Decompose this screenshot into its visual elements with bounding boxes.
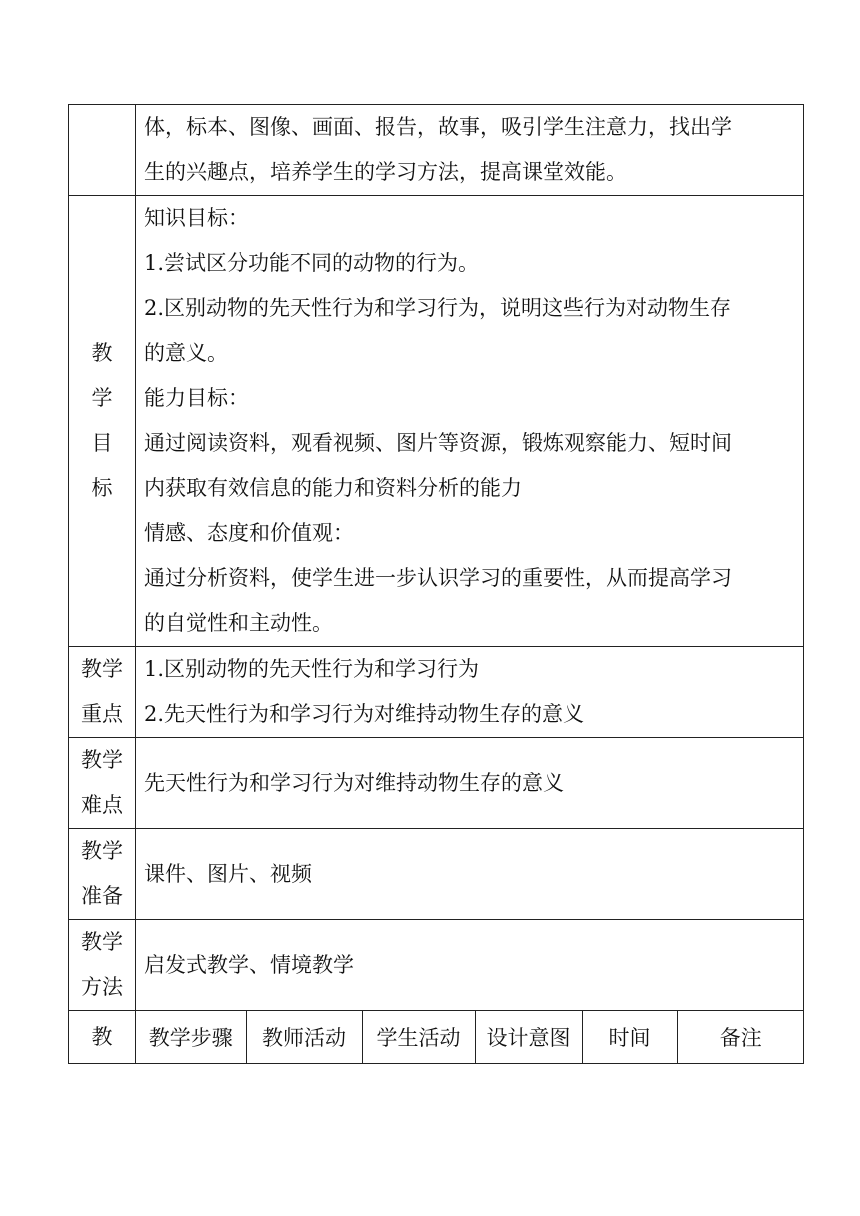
preparation-cell — [136, 829, 804, 920]
header-notes: 备注 — [677, 1011, 804, 1063]
header-teacher-activity: 教师活动 — [246, 1011, 362, 1063]
text-line: 能力目标： — [144, 386, 249, 410]
text-line: 课件、图片、视频 — [144, 861, 312, 886]
label-line: 教学 — [81, 839, 123, 863]
key-points-cell — [136, 647, 804, 738]
text-line: 的意义。 — [144, 341, 228, 365]
process-header-table — [136, 1011, 804, 1063]
label-char: 学 — [91, 386, 113, 410]
label-line: 重点 — [81, 702, 123, 726]
text-line: 1.尝试区分功能不同的动物的行为。 — [144, 251, 480, 275]
label-char: 标 — [91, 476, 113, 500]
label-line: 方法 — [81, 975, 123, 999]
text-line: 2.先天性行为和学习行为对维持动物生存的意义 — [144, 702, 585, 726]
table-row — [69, 920, 804, 1011]
text-line: 1.区别动物的先天性行为和学习行为 — [144, 657, 480, 681]
table-row — [69, 738, 804, 829]
label-char: 教 — [91, 341, 113, 365]
row-label-preparation — [69, 829, 136, 920]
methods-cell — [136, 920, 804, 1011]
row-label-difficulties — [69, 738, 136, 829]
header-time: 时间 — [582, 1011, 677, 1063]
header-design-intent: 设计意图 — [475, 1011, 582, 1063]
text-line: 知识目标： — [144, 206, 249, 230]
method-continuation-cell — [136, 105, 804, 196]
row-label-empty — [69, 105, 136, 196]
teaching-goals-cell — [136, 196, 804, 647]
row-label-methods — [69, 920, 136, 1011]
row-label-key-points — [69, 647, 136, 738]
text-line: 的自觉性和主动性。 — [144, 611, 333, 635]
label-line: 教学 — [81, 748, 123, 772]
label-line: 准备 — [81, 884, 123, 908]
header-teaching-steps: 教学步骤 — [148, 1026, 233, 1050]
table-row — [136, 1011, 804, 1063]
table-row — [69, 1011, 804, 1064]
text-line: 启发式教学、情境教学 — [144, 952, 354, 977]
row-label-process: 教 — [69, 1011, 136, 1064]
label-line: 教学 — [81, 657, 123, 681]
process-header-cell — [136, 1011, 804, 1064]
text-line: 内获取有效信息的能力和资料分析的能力 — [144, 476, 522, 500]
header-student-activity: 学生活动 — [362, 1011, 475, 1063]
table-row — [69, 105, 804, 196]
label-char: 目 — [91, 431, 113, 455]
text-line: 通过分析资料，使学生进一步认识学习的重要性，从而提高学习 — [144, 566, 732, 590]
text-line: 体，标本、图像、画面、报告，故事，吸引学生注意力，找出学 — [144, 115, 732, 139]
table-row — [69, 829, 804, 920]
difficulties-cell — [136, 738, 804, 829]
row-label-teaching-goals — [69, 196, 136, 647]
lesson-plan-table — [68, 104, 804, 1064]
text-line: 2.区别动物的先天性行为和学习行为，说明这些行为对动物生存 — [144, 296, 732, 320]
text-line: 生的兴趣点，培养学生的学习方法，提高课堂效能。 — [144, 160, 627, 184]
label-line: 教学 — [81, 930, 123, 954]
table-row — [69, 647, 804, 738]
text-line: 情感、态度和价值观： — [144, 521, 354, 545]
label-line: 难点 — [81, 793, 123, 817]
text-line: 先天性行为和学习行为对维持动物生存的意义 — [144, 770, 564, 795]
table-row — [69, 196, 804, 647]
text-line: 通过阅读资料，观看视频、图片等资源，锻炼观察能力、短时间 — [144, 431, 732, 455]
